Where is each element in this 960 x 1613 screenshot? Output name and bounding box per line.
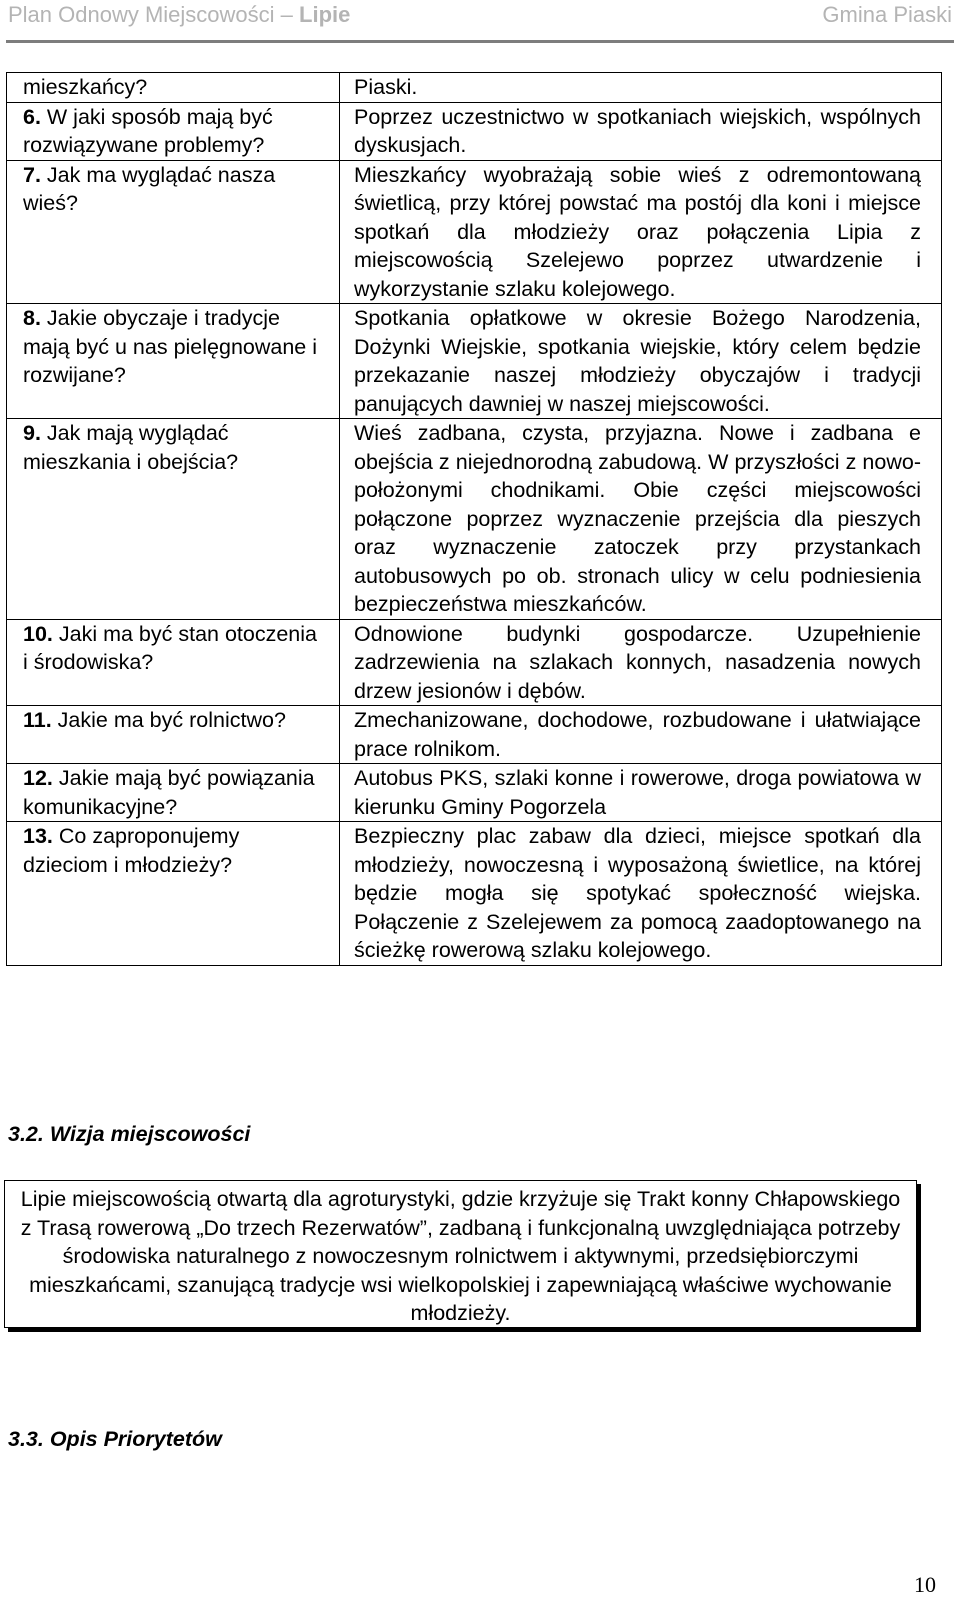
answer-cell — [340, 619, 942, 706]
header-title-prefix: Plan Odnowy Miejscowości – — [8, 2, 300, 27]
table-row — [7, 160, 942, 304]
question-text: W jaki sposób mają być rozwiązywane problemy? — [23, 104, 273, 157]
question-number: 7. — [23, 162, 41, 187]
question-cell — [7, 764, 340, 822]
question-number: 9. — [23, 421, 41, 445]
question-number: 6. — [23, 104, 41, 129]
question-number: 13. — [23, 824, 53, 848]
question-cell — [7, 102, 340, 160]
question-text: Jakie ma być rolnictwo? — [51, 708, 286, 732]
answer-cell — [340, 102, 942, 160]
answer-cell — [340, 160, 942, 304]
answer-text: Autobus PKS, szlaki konne i rowerowe, droga powiatowa w kierunku Gminy Pogorzela — [354, 766, 921, 819]
table-row — [7, 822, 942, 966]
question-cell — [7, 419, 340, 620]
qa-table — [6, 72, 942, 966]
question-number: 11. — [23, 708, 52, 732]
answer-cell — [340, 822, 942, 966]
question-number: 10. — [23, 621, 53, 646]
answer-text: Wieś zadbana, czysta, przyjazna. Nowe i zadbana e obejścia z niejednorodną zabudową. W przyszłości z nowo-położonymi chodnikami. Obie części miejscowości połączone poprzez wyznaczenie przejścia dla pieszych oraz wyznaczenie zatoczek przy przystankach autobusowych po ob. stronach ulicy w celu podniesienia bezpieczeństwa mieszkańców. — [354, 421, 921, 616]
vision-box — [4, 1180, 917, 1328]
table-row — [7, 706, 942, 764]
question-cell — [7, 706, 340, 764]
table-row — [7, 764, 942, 822]
question-text: Jak ma wyglądać nasza wieś? — [23, 162, 276, 215]
answer-cell — [340, 706, 942, 764]
page-number: 10 — [914, 1572, 936, 1597]
answer-text: Bezpieczny plac zabaw dla dzieci, miejsce spotkań dla młodzieży, nowoczesną i wyposażoną świetlice, na której będzie mogła się spotykać społeczność wiejska. Połączenie z Szelejewem za pomocą zaadoptowanego na ścieżkę rowerową szlaku kolejowego. — [354, 824, 921, 962]
header-rule — [6, 40, 954, 43]
section-heading-vision: 3.2. Wizja miejscowości — [8, 1122, 251, 1146]
question-cell — [7, 304, 340, 419]
answer-cell — [340, 304, 942, 419]
answer-text: Poprzez uczestnictwo w spotkaniach wiejskich, wspólnych dyskusjach. — [354, 104, 921, 157]
question-cell — [7, 619, 340, 706]
table-row — [7, 619, 942, 706]
answer-text: Zmechanizowane, dochodowe, rozbudowane i ułatwiające prace rolnikom. — [354, 708, 921, 761]
page-header — [6, 0, 954, 42]
answer-text: Mieszkańcy wyobrażają sobie wieś z odremontowaną świetlicą, przy której powstać ma postój dla koni i miejsce spotkań dla młodzieży oraz połączenia Lipia z miejscowością Szelejewo poprzez utwardzenie i wykorzystanie szlaku kolejowego. — [354, 162, 921, 301]
question-text: Jakie mają być powiązania komunikacyjne? — [23, 766, 315, 819]
header-municipality: Gmina Piaski — [822, 2, 952, 27]
vision-text: Lipie miejscowością otwartą dla agroturystyki, gdzie krzyżuje się Trakt konny Chłapowskiego z Trasą rowerową „Do trzech Rezerwatów”, zadbaną i funkcjonalną uwzględniająca potrzeby środowiska naturalnego z nowoczesnym rolnictwem i aktywnymi, przedsiębiorczymi mieszkańcami, szanującą tradycje wsi wielkopolskiej i zapewniającą właściwe wychowanie młodzieży. — [20, 1187, 901, 1325]
question-text: Jak mają wyglądać mieszkania i obejścia? — [23, 421, 239, 474]
question-cell — [7, 73, 340, 103]
answer-text: Piaski. — [354, 75, 418, 99]
answer-text: Spotkania opłatkowe w okresie Bożego Narodzenia, Dożynki Wiejskie, spotkania wiejskie, który celem będzie przekazanie naszej młodzieży obyczajów i tradycji panujących dawniej w naszej miejscowości. — [354, 306, 921, 416]
section-heading-priorities: 3.3. Opis Priorytetów — [8, 1427, 222, 1451]
answer-cell — [340, 73, 942, 103]
header-document-title — [8, 2, 350, 28]
table-row — [7, 304, 942, 419]
question-cell — [7, 822, 340, 966]
question-number: 12. — [23, 766, 53, 790]
question-text: Jakie obyczaje i tradycje mają być u nas pielęgnowane i rozwijane? — [23, 306, 318, 387]
table-row — [7, 73, 942, 103]
table-row — [7, 102, 942, 160]
question-text: mieszkańcy? — [23, 75, 148, 99]
question-text: Co zaproponujemy dzieciom i młodzieży? — [23, 824, 240, 877]
answer-text: Odnowione budynki gospodarcze. Uzupełnienie zadrzewienia na szlakach konnych, nasadzenia nowych drzew jesionów i dębów. — [354, 621, 921, 703]
answer-cell — [340, 419, 942, 620]
header-title-village: Lipie — [299, 2, 351, 27]
question-cell — [7, 160, 340, 304]
answer-cell — [340, 764, 942, 822]
question-text: Jaki ma być stan otoczenia i środowiska? — [23, 621, 317, 674]
question-number: 8. — [23, 306, 41, 330]
table-row — [7, 419, 942, 620]
